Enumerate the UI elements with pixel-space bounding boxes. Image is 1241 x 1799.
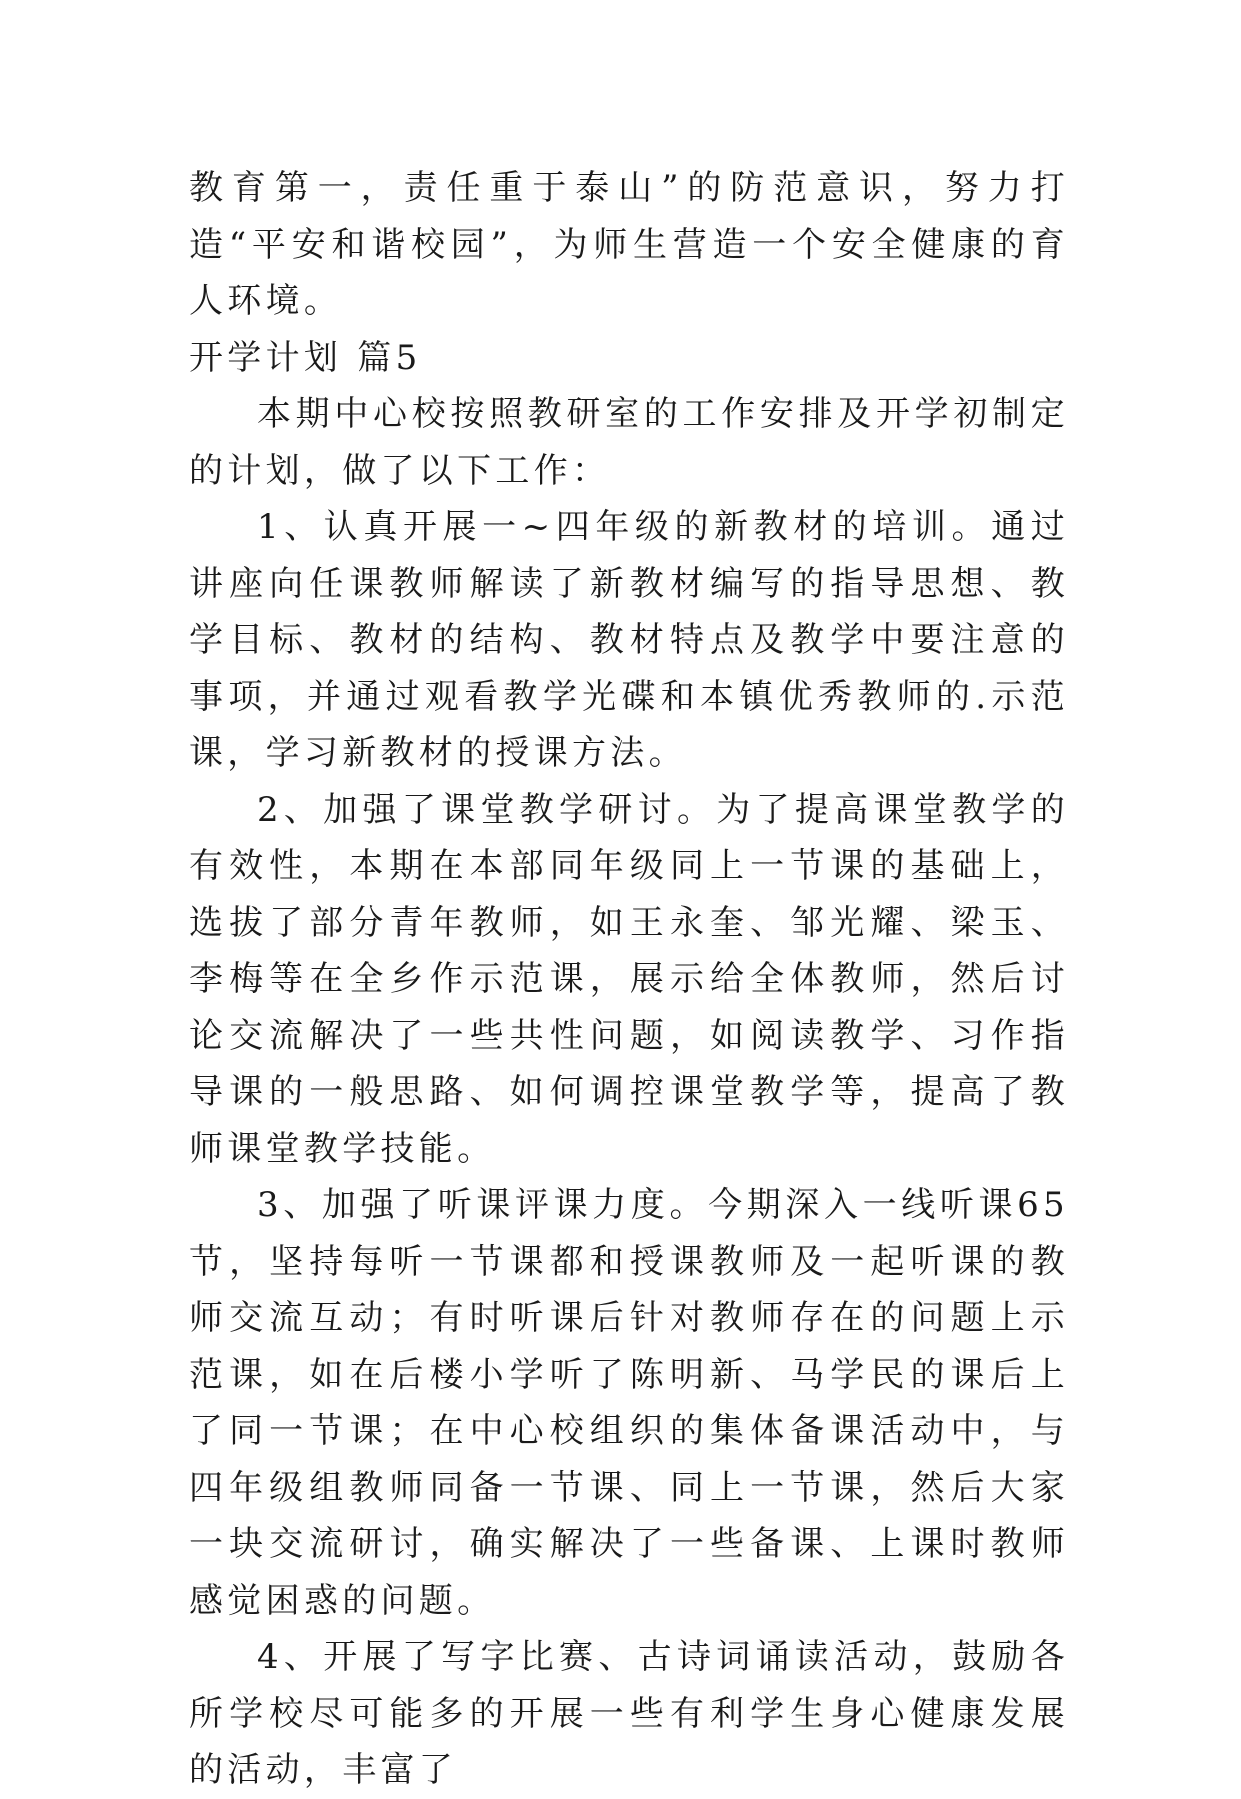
- paragraph-item-3: 3、加强了听课评课力度。今期深入一线听课65节，坚持每听一节课都和授课教师及一起听课的教师交流互动；有时听课后针对教师存在的问题上示范课，如在后楼小学听了陈明新、马学民的课后上了同一节课；在中心校组织的集体备课活动中，与四年级组教师同备一节课、同上一节课，然后大家一块交流研讨，确实解决了一些备课、上课时教师感觉困惑的问题。: [189, 1185, 1069, 1621]
- paragraph-item-4: 4、开展了写字比赛、古诗词诵读活动，鼓励各所学校尽可能多的开展一些有利学生身心健康发展的活动，丰富了: [189, 1637, 1069, 1790]
- paragraph-continuation: 教育第一，责任重于泰山”的防范意识，努力打造“平安和谐校园”，为师生营造一个安全健康的育人环境。: [189, 168, 1069, 321]
- paragraph-item-2: 2、加强了课堂教学研讨。为了提高课堂教学的有效性，本期在本部同年级同上一节课的基础上，选拔了部分青年教师，如王永奎、邹光耀、梁玉、李梅等在全乡作示范课，展示给全体教师，然后讨论交流解决了一些共性问题，如阅读教学、习作指导课的一般思路、如何调控课堂教学等，提高了教师课堂教学技能。: [189, 789, 1069, 1169]
- paragraph-intro: 本期中心校按照教研室的工作安排及开学初制定的计划，做了以下工作：: [189, 394, 1069, 491]
- section-heading: 开学计划 篇5: [189, 337, 422, 378]
- document-body: [189, 160, 1069, 1799]
- paragraph-item-1: 1、认真开展一~四年级的新教材的培训。通过讲座向任课教师解读了新教材编写的指导思想、教学目标、教材的结构、教材特点及教学中要注意的事项，并通过观看教学光碟和本镇优秀教师的.示范课，学习新教材的授课方法。: [189, 507, 1069, 773]
